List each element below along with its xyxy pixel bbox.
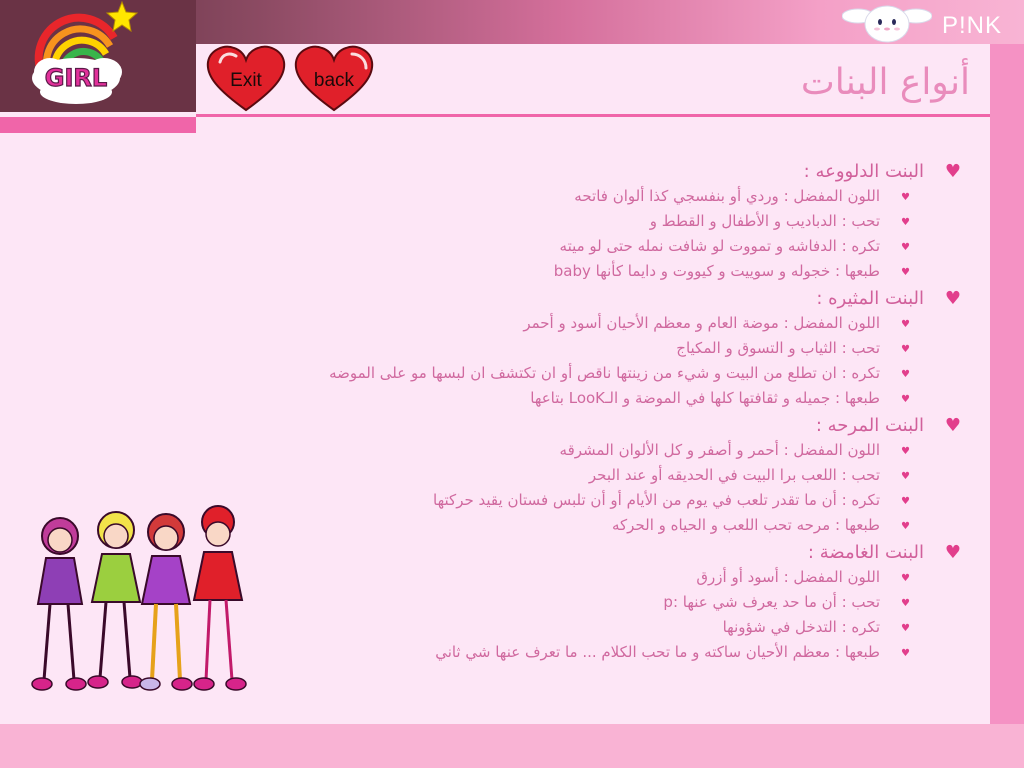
small-heart-bullet-icon: ♥ (901, 192, 910, 203)
small-heart-bullet-icon: ♥ (901, 623, 910, 634)
list-item (200, 590, 964, 615)
page-title: أنواع البنات (800, 62, 970, 103)
heart-icon: ♥ (944, 288, 961, 309)
section-title-text: البنت الدلووعه : (803, 161, 924, 182)
girl-types-list (200, 157, 964, 677)
small-heart-bullet-icon: ♥ (901, 446, 910, 457)
header-divider (196, 114, 1024, 117)
list-item (200, 311, 964, 336)
heart-icon: ♥ (944, 415, 961, 436)
heart-icon: ♥ (944, 161, 961, 182)
list-item-text: طبعها : جميله و ثقافتها كلها في الموضة و الـLooK بتاعها (530, 389, 880, 407)
small-heart-bullet-icon: ♥ (901, 267, 910, 278)
list-item (200, 259, 964, 284)
list-item-text: طبعها : معظم الأحيان ساكته و ما تحب الكلام ... ما تعرف عنها شي ثاني (435, 643, 880, 661)
small-heart-bullet-icon: ♥ (901, 344, 910, 355)
girl-logo (0, 0, 196, 112)
list-item (200, 234, 964, 259)
logo-underbar (0, 117, 196, 133)
list-item-text: تكره : التدخل في شؤونها (722, 618, 880, 636)
brand-name: P!NK (941, 12, 1002, 39)
small-heart-bullet-icon: ♥ (901, 598, 910, 609)
right-side-stripe (990, 44, 1024, 750)
section-title-text: البنت المثيره : (816, 288, 924, 309)
list-item-text: طبعها : مرحه تحب اللعب و الحياه و الحركه (611, 516, 880, 534)
section-attractive (200, 286, 964, 411)
small-heart-bullet-icon: ♥ (901, 242, 910, 253)
list-item (200, 513, 964, 538)
list-item (200, 488, 964, 513)
small-heart-bullet-icon: ♥ (901, 471, 910, 482)
exit-label: Exit (230, 70, 262, 91)
section-cheerful (200, 413, 964, 538)
list-item-text: اللون المفضل : موضة العام و معظم الأحيان أسود و أحمر (523, 314, 880, 332)
small-heart-bullet-icon: ♥ (901, 648, 910, 659)
list-item (200, 184, 964, 209)
exit-button[interactable] (204, 44, 288, 114)
small-heart-bullet-icon: ♥ (901, 573, 910, 584)
list-item-text: تكره : ان تطلع من البيت و شيء من زينتها ناقص أو ان تكتشف ان لبسها مو على الموضه (329, 364, 880, 382)
section-sweet (200, 159, 964, 284)
list-item-text: تكره : أن ما تقدر تلعب في يوم من الأيام أو أن تلبس فستان يقيد حركتها (433, 491, 880, 509)
section-mysterious (200, 540, 964, 665)
list-item (200, 386, 964, 411)
small-heart-bullet-icon: ♥ (901, 319, 910, 330)
list-item (200, 640, 964, 665)
list-item (200, 463, 964, 488)
list-item (200, 565, 964, 590)
list-item (200, 336, 964, 361)
section-title (200, 413, 964, 438)
small-heart-bullet-icon: ♥ (901, 217, 910, 228)
list-item-text: تحب : الدباديب و الأطفال و القطط و (649, 212, 880, 230)
bottom-banner (0, 724, 1024, 768)
small-heart-bullet-icon: ♥ (901, 521, 910, 532)
list-item (200, 615, 964, 640)
list-item-text: اللون المفضل : أحمر و أصفر و كل الألوان المشرقه (559, 441, 880, 459)
list-item (200, 438, 964, 463)
section-title-text: البنت المرحه : (815, 415, 924, 436)
small-heart-bullet-icon: ♥ (901, 369, 910, 380)
list-item-text: اللون المفضل : وردي أو بنفسجي كذا ألوان فاتحه (574, 187, 880, 205)
list-item-text: تحب : اللعب برا البيت في الحديقه أو عند البحر (588, 466, 880, 484)
section-title-text: البنت الغامضة : (807, 542, 924, 563)
small-heart-bullet-icon: ♥ (901, 394, 910, 405)
list-item-text: طبعها : خجوله و سوييت و كيووت و دايما كأنها baby (553, 262, 880, 280)
brand (842, 2, 1002, 44)
small-heart-bullet-icon: ♥ (901, 496, 910, 507)
section-title (200, 286, 964, 311)
back-button[interactable] (292, 44, 376, 114)
list-item-text: اللون المفضل : أسود أو أزرق (696, 568, 880, 586)
section-title (200, 159, 964, 184)
heart-icon: ♥ (944, 542, 961, 563)
girls-illustration (20, 500, 260, 710)
logo-text: GIRL (44, 64, 108, 92)
list-item (200, 361, 964, 386)
list-item-text: تحب : الثياب و التسوق و المكياج (676, 339, 880, 357)
list-item-text: تحب : أن ما حد يعرف شي عنها :p (663, 593, 880, 611)
section-title (200, 540, 964, 565)
list-item-text: تكره : الدفاشه و تمووت لو شافت نمله حتى لو ميته (559, 237, 880, 255)
list-item (200, 209, 964, 234)
back-label: back (313, 70, 355, 91)
bunny-mascot-icon (842, 2, 932, 44)
